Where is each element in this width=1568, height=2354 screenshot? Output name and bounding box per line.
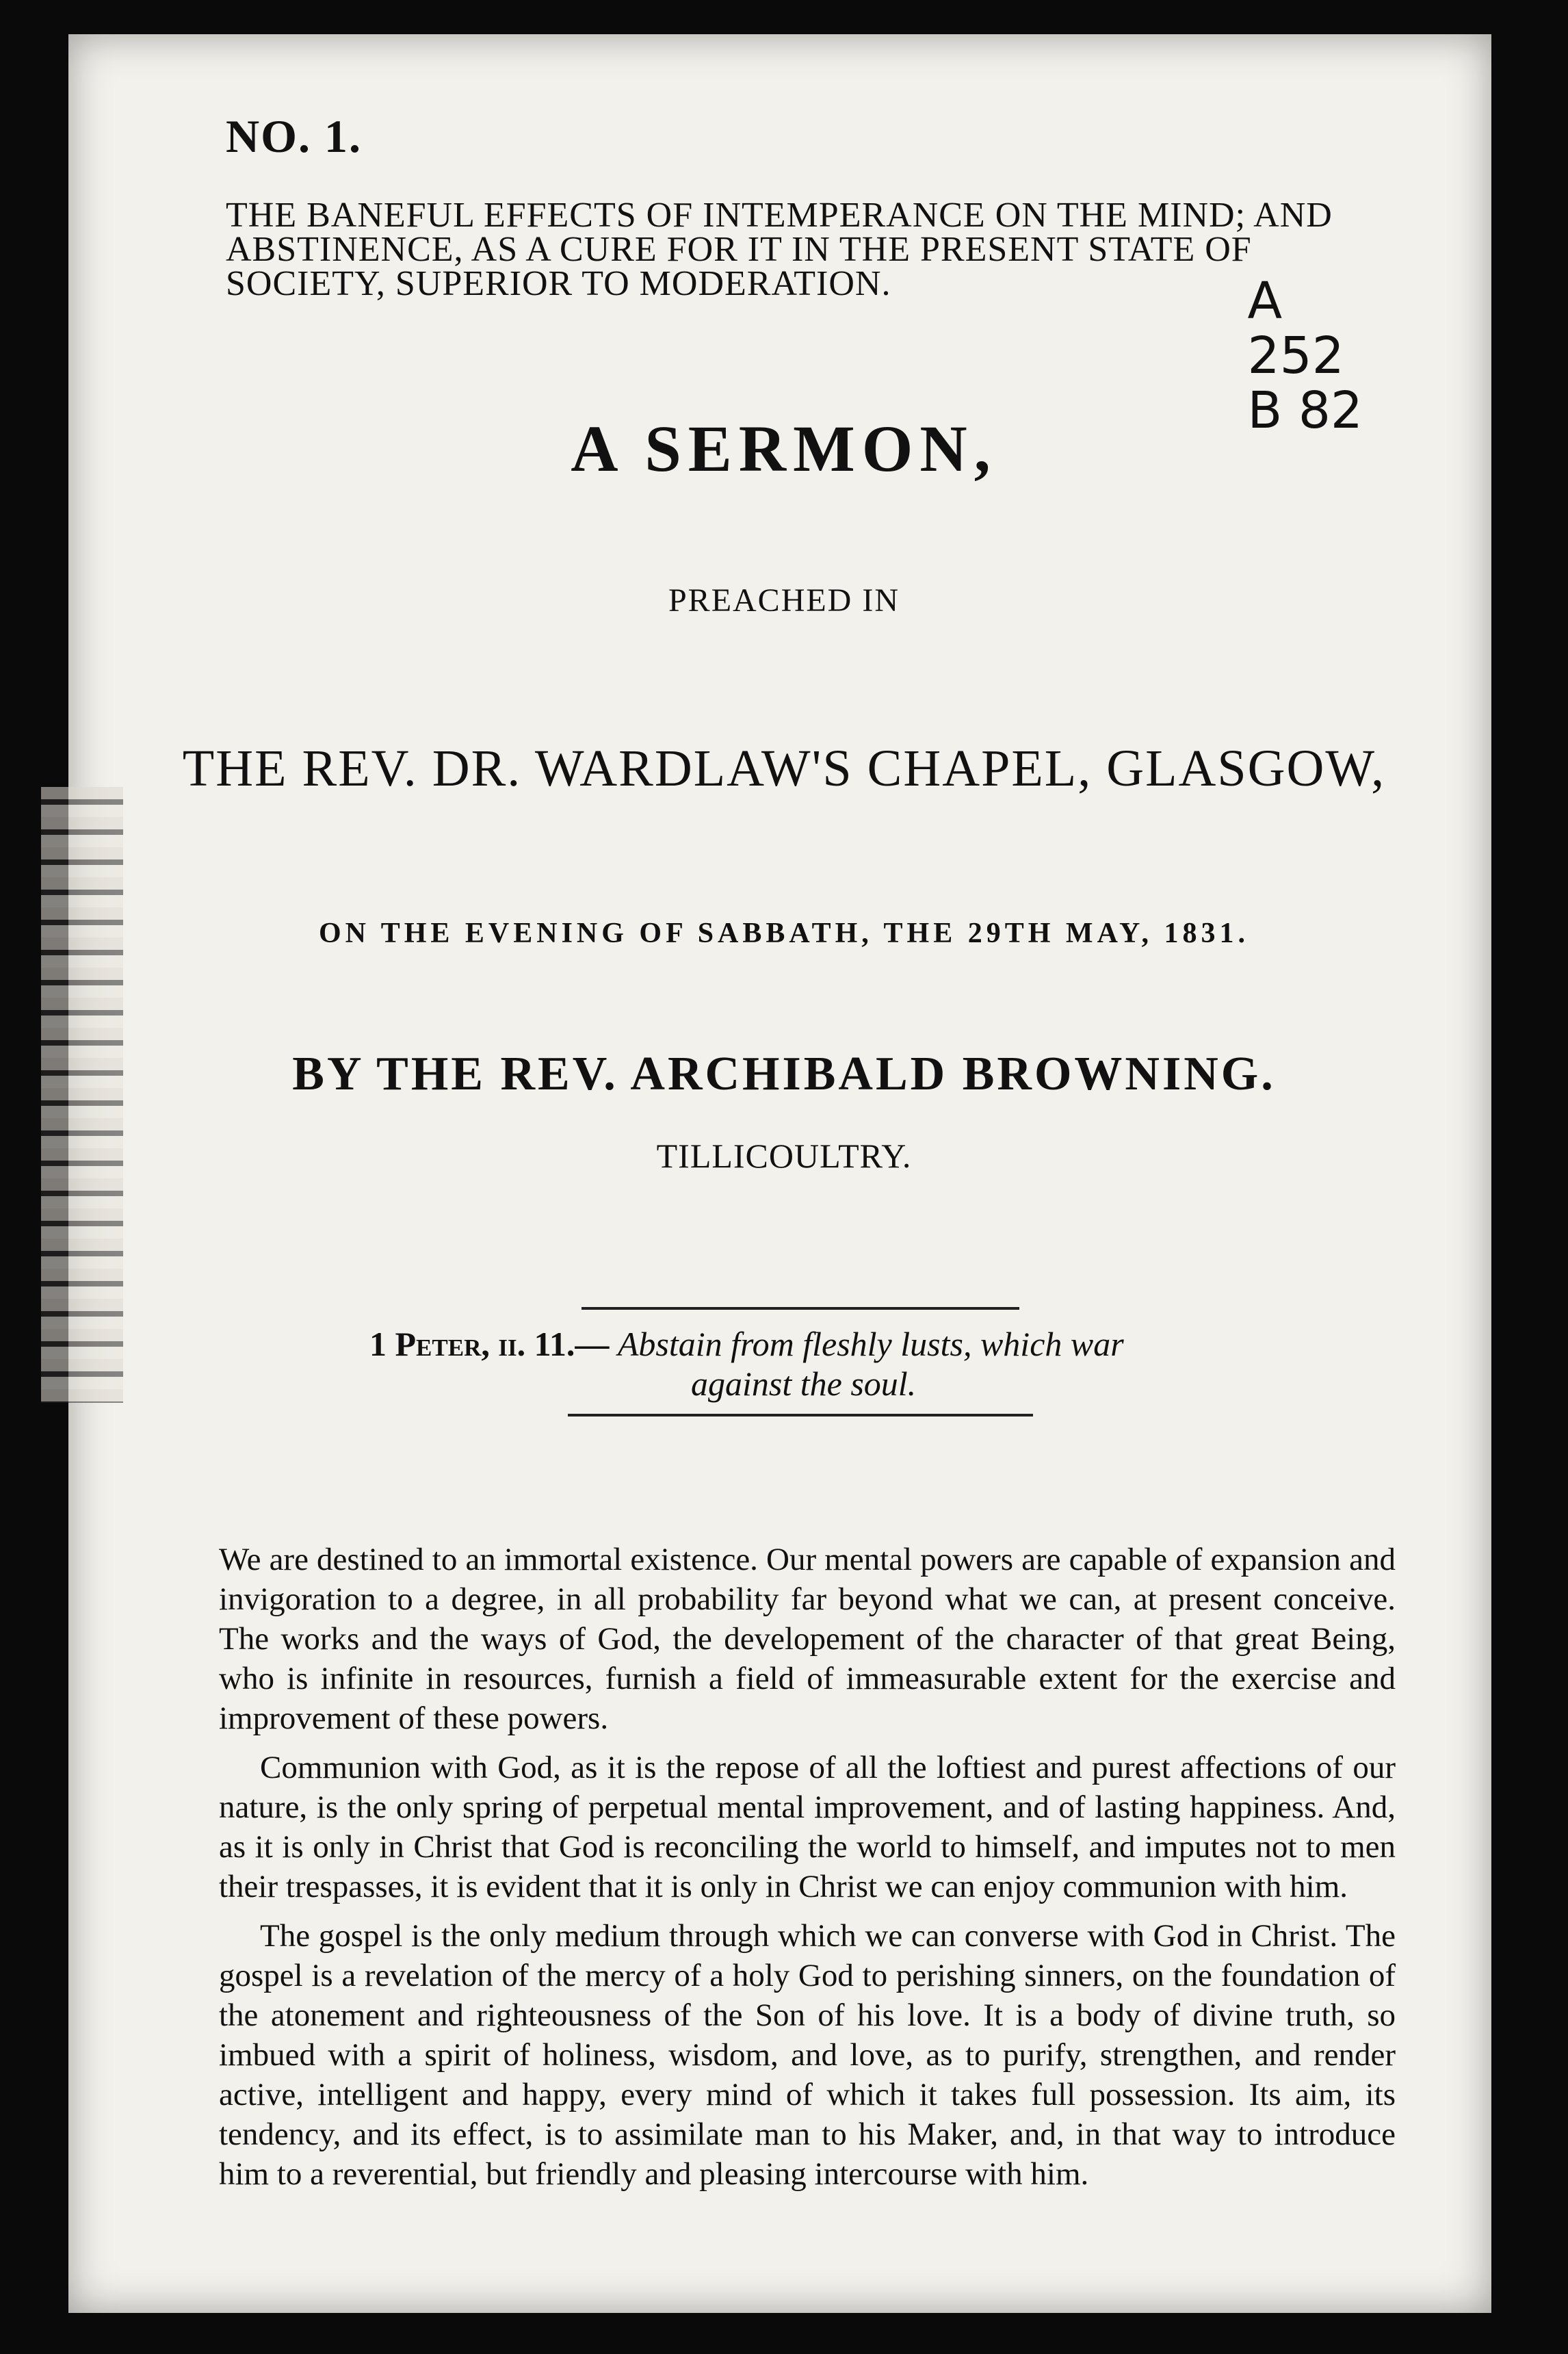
divider-bottom — [568, 1414, 1033, 1417]
verse-quote-part2: against the soul. — [691, 1364, 917, 1403]
number-label: NO. 1. — [226, 110, 362, 162]
handwritten-line-2: 252 — [1247, 326, 1344, 385]
subtitle: THE BANEFUL EFFECTS OF INTEMPERANCE ON THE MIND; AND ABSTINENCE, AS A CURE FOR IT IN THE PRESENT STATE OF SOCIETY, SUPERIOR TO MODERATION. — [226, 196, 1333, 303]
scripture-verse — [369, 1324, 1327, 1404]
author-line: BY THE REV. ARCHIBALD BROWNING. — [292, 1048, 1276, 1100]
verse-quote-part1: Abstain from fleshly lusts, which war — [617, 1325, 1124, 1363]
paragraph: Communion with God, as it is the repose of all the loftiest and purest affections of our nature, is the only spring of perpetual mental improvement, and of lasting happiness. And, as it is only in Christ that God is reconciling the world to himself, and imputes not to men their trespasses, it is evident that it is only in Christ we can enjoy communion with him. — [219, 1750, 1396, 1904]
handwritten-line-1: A — [1247, 272, 1283, 331]
handwritten-line-3: B 82 — [1247, 381, 1363, 440]
page-title: A SERMON, — [571, 412, 997, 485]
divider-top — [582, 1307, 1019, 1310]
preached-in-label: PREACHED IN — [668, 582, 900, 619]
date-line: ON THE EVENING OF SABBATH, THE 29TH MAY, 1831. — [318, 918, 1250, 949]
place-name: TILLICOULTRY. — [656, 1137, 912, 1175]
verse-reference: 1 Peter, ii. 11.— — [369, 1325, 610, 1363]
chapel-name: THE REV. DR. WARDLAW'S CHAPEL, GLASGOW, — [182, 740, 1386, 797]
paragraph: The gospel is the only medium through which we can converse with God in Christ. The gospel is a revelation of the mercy of a holy God to perishing sinners, on the foundation of the atonement and righteousness of the Son of his love. It is a body of divine truth, so imbued with a spirit of holiness, wisdom, and love, as to purify, strengthen, and render active, intelligent and happy, every mind of which it takes full possession. Its aim, its tendency, and its effect, is to assimilate man to his Maker, and, in that way to introduce him to a reverential, but friendly and pleasing intercourse with him. — [219, 1918, 1396, 2192]
sermon-body — [219, 1540, 1396, 2203]
paragraph: We are destined to an immortal existence. Our mental powers are capable of expansion and invigoration to a degree, in all probability far beyond what we can, at present conceive. The works and the ways of God, the developement of the character of that great Being, who is infinite in resources, furnish a field of immeasurable extent for the exercise and improvement of these powers. — [219, 1542, 1396, 1736]
